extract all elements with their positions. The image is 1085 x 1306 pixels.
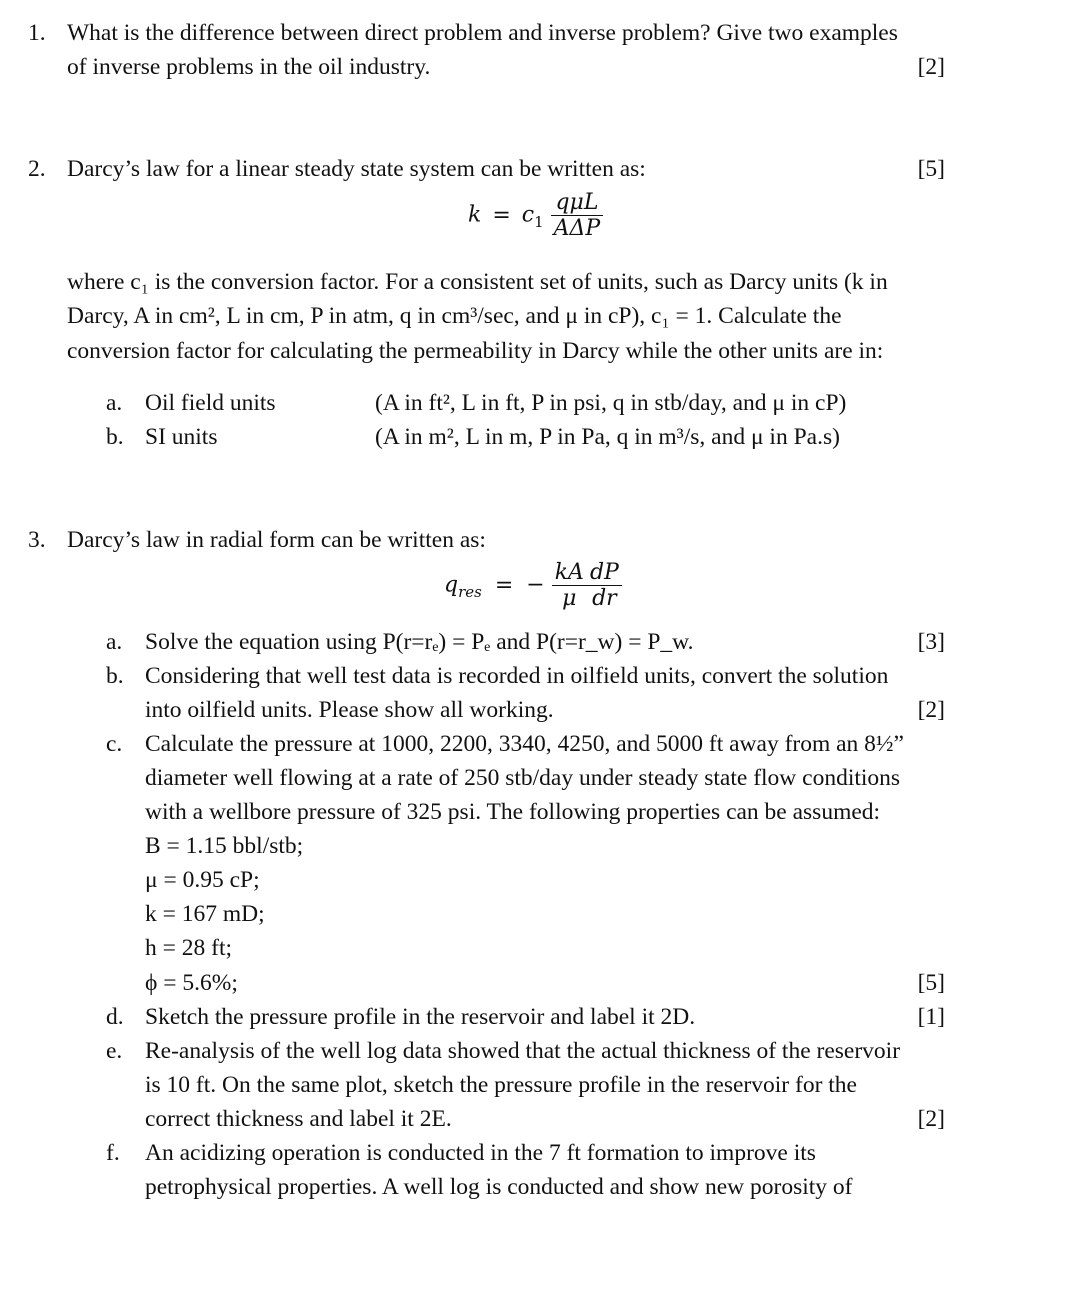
q2-eq-coef-sub: 1 xyxy=(534,212,544,231)
q3b-line1: Considering that well test data is recorded in oilfield units, convert the solution xyxy=(145,663,889,689)
q3d-marks: [1] xyxy=(917,1004,945,1030)
q2-item-a-units: (A in ft², L in ft, P in psi, q in stb/day, and μ in cP) xyxy=(375,390,847,416)
q3c-prop-phi: ϕ = 5.6%; xyxy=(145,970,238,996)
q2-number: 2. xyxy=(28,156,46,182)
q3b-line2: into oilfield units. Please show all working. xyxy=(145,697,554,723)
q3-eq-minus: − xyxy=(526,572,545,598)
q3c-line3: with a wellbore pressure of 325 psi. The following properties can be assumed: xyxy=(145,799,881,825)
q2-equation xyxy=(468,190,603,241)
q3a-letter: a. xyxy=(106,629,123,655)
q3c-prop-b: B = 1.15 bbl/stb; xyxy=(145,833,304,859)
q3f-line2: petrophysical properties. A well log is conducted and show new porosity of xyxy=(145,1174,853,1200)
q3-eq-num2: dP xyxy=(589,560,619,585)
q2-eq-denominator: AΔP xyxy=(551,215,604,241)
q3-eq-lhs-sub: res xyxy=(458,582,482,601)
q3e-line3: correct thickness and label it 2E. xyxy=(145,1106,452,1132)
q3-eq-den1: μ xyxy=(552,585,587,611)
q3-eq-num1: kA xyxy=(554,560,584,585)
q3c-line2: diameter well flowing at a rate of 250 stb/day under steady state flow conditions xyxy=(145,765,901,791)
q3-number: 3. xyxy=(28,527,46,553)
q3-eq-fraction-1 xyxy=(552,560,587,611)
q3b-letter: b. xyxy=(106,663,124,689)
q3c-prop-mu: μ = 0.95 cP; xyxy=(145,867,260,893)
q2-eq-coef: c xyxy=(521,202,535,228)
q3d-text: Sketch the pressure profile in the reservoir and label it 2D. xyxy=(145,1004,696,1030)
q3b-marks: [2] xyxy=(917,697,945,723)
q3-eq-fraction-2 xyxy=(587,560,622,611)
q3e-marks: [2] xyxy=(917,1106,945,1132)
q2-eq-numerator: qμL xyxy=(555,190,599,215)
q3f-letter: f. xyxy=(106,1140,120,1166)
q2-item-b-label: SI units xyxy=(145,424,218,450)
q3c-prop-h: h = 28 ft; xyxy=(145,935,233,961)
q1-number: 1. xyxy=(28,20,46,46)
q1-marks: [2] xyxy=(917,54,945,80)
q3-eq-lhs: q xyxy=(444,572,459,598)
q3c-line1: Calculate the pressure at 1000, 2200, 3340, 4250, and 5000 ft away from an 8½” xyxy=(145,731,904,757)
q3c-prop-k: k = 167 mD; xyxy=(145,901,265,927)
q3a-marks: [3] xyxy=(917,629,945,655)
q2-item-a-label: Oil field units xyxy=(145,390,276,416)
q2-para-line2: Darcy, A in cm², L in cm, P in atm, q in cm³/sec, and μ in cP), c₁ = 1. Calculate the xyxy=(67,303,842,329)
q2-eq-lhs: k xyxy=(468,202,482,228)
q2-line1: Darcy’s law for a linear steady state system can be written as: xyxy=(67,156,646,182)
q2-para-line3: conversion factor for calculating the permeability in Darcy while the other units are in: xyxy=(67,338,884,364)
q3f-line1: An acidizing operation is conducted in the 7 ft formation to improve its xyxy=(145,1140,816,1166)
q2-para-line1: where c₁ is the conversion factor. For a consistent set of units, such as Darcy units (k in xyxy=(67,269,888,295)
q2-item-b-letter: b. xyxy=(106,424,124,450)
q3c-marks: [5] xyxy=(917,970,945,996)
q2-marks: [5] xyxy=(917,156,945,182)
q3e-line2: is 10 ft. On the same plot, sketch the pressure profile in the reservoir for the xyxy=(145,1072,857,1098)
q3e-letter: e. xyxy=(106,1038,123,1064)
q3-line1: Darcy’s law in radial form can be written as: xyxy=(67,527,486,553)
q3-equation xyxy=(444,560,622,611)
q3-eq-den2: dr xyxy=(587,585,622,611)
q3a-text: Solve the equation using P(r=rₑ) = Pₑ and P(r=r_w) = P_w. xyxy=(145,629,694,655)
q1-line2: of inverse problems in the oil industry. xyxy=(67,54,431,80)
q3-eq-equals: = xyxy=(494,572,514,598)
q3c-letter: c. xyxy=(106,731,123,757)
q3d-letter: d. xyxy=(106,1004,124,1030)
q2-eq-fraction xyxy=(551,190,604,241)
q2-item-b-units: (A in m², L in m, P in Pa, q in m³/s, and μ in Pa.s) xyxy=(375,424,840,450)
q1-line1: What is the difference between direct problem and inverse problem? Give two examples xyxy=(67,20,898,46)
q2-item-a-letter: a. xyxy=(106,390,123,416)
q3e-line1: Re-analysis of the well log data showed that the actual thickness of the reservoir xyxy=(145,1038,901,1064)
q2-eq-equals: = xyxy=(492,202,511,228)
